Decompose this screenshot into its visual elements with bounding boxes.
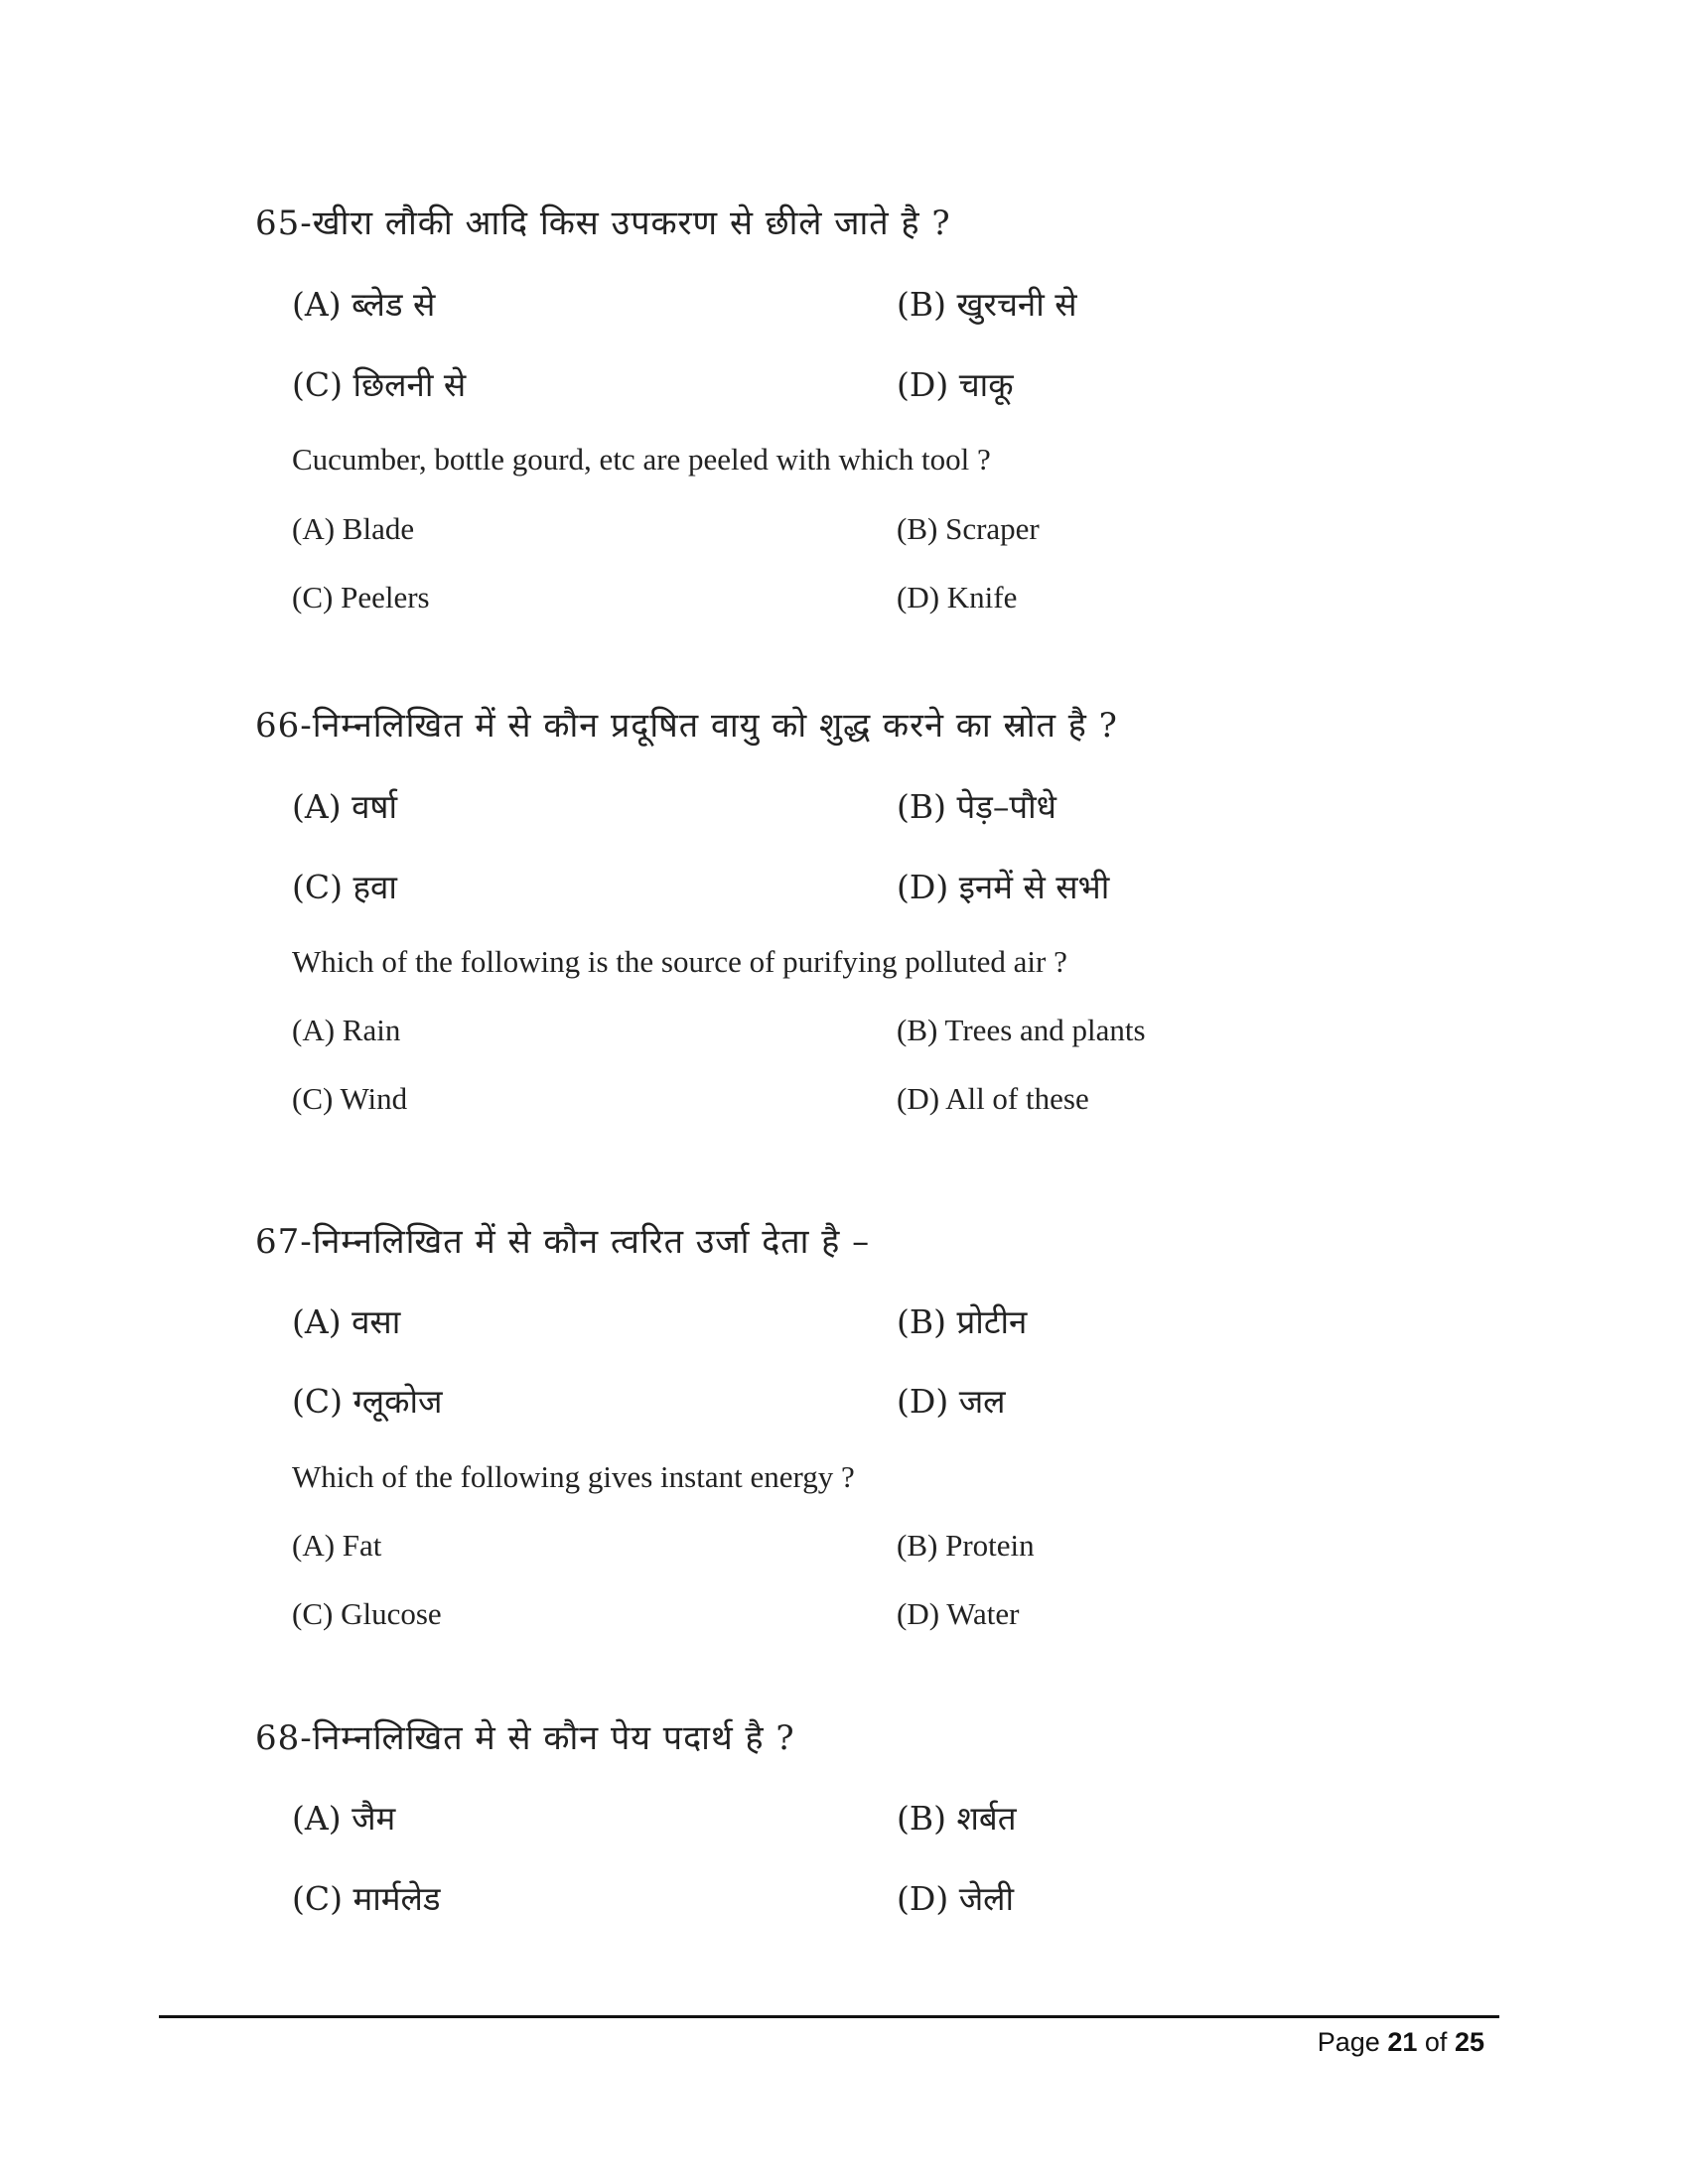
question-67-hindi: 67-निम्नलिखित में से कौन त्वरित उर्जा देता है –	[255, 1222, 871, 1262]
q65-hindi-option-c: (C) छिलनी से	[292, 365, 467, 404]
question-68-hindi: 68-निम्नलिखित मे से कौन पेय पदार्थ है ?	[255, 1718, 795, 1758]
question-66-english: Which of the following is the source of purifying polluted air ?	[292, 944, 1067, 979]
q67-english-option-a: (A) Fat	[292, 1528, 382, 1563]
q66-hindi-option-c: (C) हवा	[292, 868, 397, 906]
q65-hindi-option-b: (B) खुरचनी से	[897, 285, 1077, 324]
q66-english-option-d: (D) All of these	[897, 1081, 1089, 1116]
q67-english-option-b: (B) Protein	[897, 1528, 1035, 1563]
q66-english-option-c: (C) Wind	[292, 1081, 408, 1116]
q66-english-option-b: (B) Trees and plants	[897, 1013, 1146, 1047]
q67-english-option-d: (D) Water	[897, 1596, 1020, 1631]
q67-hindi-option-b: (B) प्रोटीन	[897, 1302, 1028, 1341]
footer-divider	[159, 2015, 1499, 2018]
question-67-english: Which of the following gives instant energy ?	[292, 1459, 855, 1494]
q65-english-option-b: (B) Scraper	[897, 511, 1040, 546]
q68-hindi-option-d: (D) जेली	[897, 1879, 1015, 1918]
q65-hindi-option-a: (A) ब्लेड से	[292, 285, 436, 324]
q68-hindi-option-a: (A) जैम	[292, 1799, 396, 1838]
page-label: Page	[1317, 2027, 1380, 2057]
question-65-hindi: 65-खीरा लौकी आदि किस उपकरण से छीले जाते है ?	[255, 204, 951, 243]
page-total: 25	[1454, 2027, 1484, 2057]
q67-hindi-option-a: (A) वसा	[292, 1302, 401, 1341]
q65-english-option-c: (C) Peelers	[292, 580, 430, 614]
q66-hindi-option-d: (D) इनमें से सभी	[897, 868, 1110, 906]
q68-hindi-option-c: (C) मार्मलेड	[292, 1879, 441, 1918]
q66-hindi-option-a: (A) वर्षा	[292, 787, 398, 826]
q67-hindi-option-c: (C) ग्लूकोज	[292, 1382, 443, 1421]
q65-english-option-a: (A) Blade	[292, 511, 415, 546]
q66-english-option-a: (A) Rain	[292, 1013, 401, 1047]
question-65-english: Cucumber, bottle gourd, etc are peeled with which tool ?	[292, 442, 991, 477]
q67-hindi-option-d: (D) जल	[897, 1382, 1006, 1421]
question-66-hindi: 66-निम्नलिखित में से कौन प्रदूषित वायु को शुद्ध करने का स्रोत है ?	[255, 706, 1118, 746]
page-number	[1318, 2027, 1484, 2058]
q66-hindi-option-b: (B) पेड़–पौधे	[897, 787, 1056, 826]
q65-english-option-d: (D) Knife	[897, 580, 1018, 614]
q68-hindi-option-b: (B) शर्बत	[897, 1799, 1017, 1838]
q67-english-option-c: (C) Glucose	[292, 1596, 442, 1631]
q65-hindi-option-d: (D) चाकू	[897, 365, 1014, 404]
page-current: 21	[1387, 2027, 1418, 2057]
of-label: of	[1424, 2027, 1448, 2057]
